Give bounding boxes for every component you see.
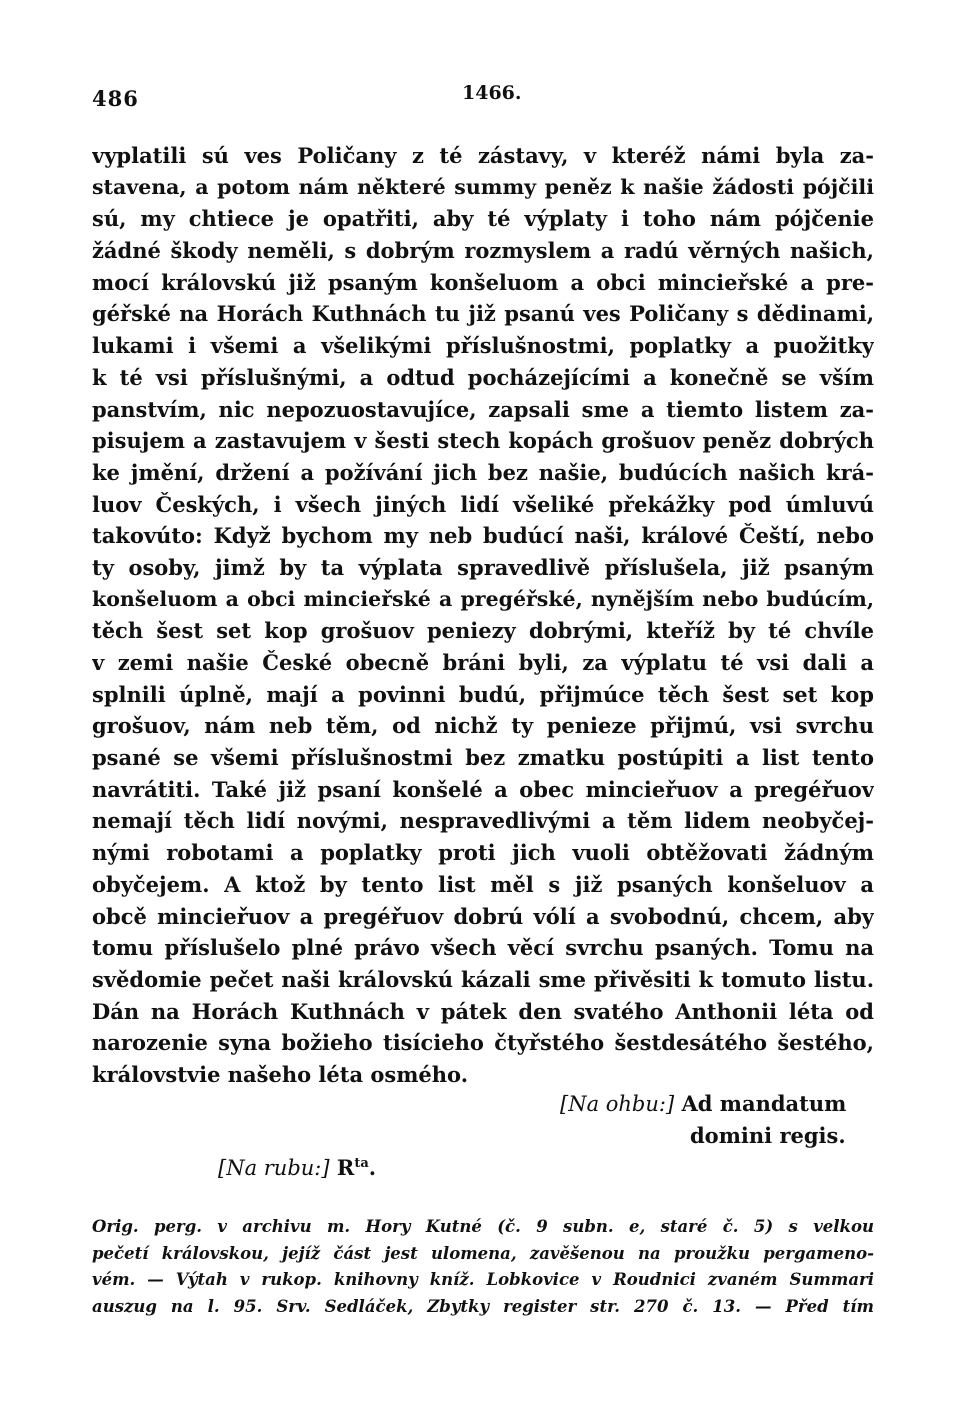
charter-text — [92, 140, 874, 1091]
text-line: luov Českých, i všech jiných lidí všeliké překážky pod úmluvú — [92, 491, 874, 517]
text-line: nými robotami a poplatky proti jich vuoli obtěžovati žádným — [92, 840, 874, 866]
text-line: nemají těch lidí novými, nespravedlivými a těm lidem neobyčej- — [92, 808, 874, 834]
note-line: pečetí královskou, jejíž část jest ulomena, zavěšenou na proužku pergameno- — [92, 1243, 874, 1263]
endorsement-verso — [218, 1155, 376, 1180]
text-line: žádné škody neměli, s dobrým rozmyslem a radú věrných našich, — [92, 238, 874, 264]
endorsement-verso-superscript: ta — [354, 1156, 369, 1171]
note-line: Orig. perg. v archivu m. Hory Kutné (č. 9 subn. e, staré č. 5) s velkou — [92, 1217, 874, 1236]
note-line: vém. — Výtah v rukop. knihovny kníž. Lobkovice v Roudnici zvaném Summari — [92, 1270, 874, 1289]
text-line: pisujem a zastavujem v šesti stech kopách grošuov peněz dobrých — [92, 428, 874, 454]
page-number: 486 — [92, 86, 139, 111]
endorsement-fold-label: [Na ohbu:] — [560, 1092, 675, 1116]
text-line: géřské na Horách Kuthnách tu již psanú ves Poličany s dědinami, — [92, 301, 874, 327]
endorsement-fold — [560, 1088, 846, 1151]
text-line: vyplatili sú ves Poličany z té zástavy, v kteréž námi byla za- — [92, 143, 874, 168]
text-line: stavena, a potom nám některé summy peněz k našie žádosti pójčili — [92, 174, 874, 199]
text-line: tomu příslušelo plné právo všech věcí svrchu psaných. Tomu na — [92, 935, 874, 961]
text-line: ke jmění, držení a požívání jich bez našie, budúcích našich krá- — [92, 459, 874, 485]
endorsement-fold-text-2: domini regis. — [690, 1123, 846, 1148]
text-line: ty osoby, jimž by ta výplata spravedlivě příslušela, již psaným — [92, 554, 874, 580]
endorsement-fold-text-1: Ad mandatum — [681, 1091, 847, 1116]
text-line: sú, my chtiece je opatřiti, aby té výplaty i toho nám pójčenie — [92, 206, 874, 232]
text-line: splnili úplně, mají a povinni budú, přijmúce těch šest set kop — [92, 681, 874, 707]
text-line: grošuov, nám neb těm, od nichž ty penieze přijmú, vsi svrchu — [92, 713, 874, 739]
text-line: konšeluom a obci mincieřské a pregéřské, nynějším nebo budúcím, — [92, 586, 874, 611]
running-header-year: 1466. — [462, 82, 522, 104]
text-line: v zemi našie České obecně bráni byli, za výplatu té vsi dali a — [92, 650, 874, 675]
text-line: mocí královskú již psaným konšeluom a obci mincieřské a pre- — [92, 269, 874, 295]
endorsement-verso-period: . — [368, 1155, 377, 1180]
text-line: k té vsi příslušnými, a odtud pocházejícími a konečně se vším — [92, 364, 874, 390]
note-line: auszug na l. 95. Srv. Sedláček, Zbytky register str. 270 č. 13. — Před tím — [92, 1296, 874, 1316]
endorsement-verso-label: [Na rubu:] — [218, 1156, 330, 1180]
text-line: panstvím, nic nepozuostavujíce, zapsali sme a tiemto listem za- — [92, 396, 874, 422]
text-line: navrátiti. Také již psaní konšelé a obec mincieřuov a pregéřuov — [92, 776, 874, 802]
text-line-final: královstvie našeho léta osmého. — [92, 1061, 469, 1087]
text-line: psané se všemi příslušnostmi bez zmatku postúpiti a list tento — [92, 745, 874, 771]
text-line: obyčejem. A ktož by tento list měl s již psaných konšeluov a — [92, 871, 874, 897]
text-line: obcě mincieřuov a pregéřuov dobrú vólí a svobodnú, chcem, aby — [92, 903, 874, 929]
source-notes — [92, 1214, 874, 1320]
text-line: svědomie pečet naši královskú kázali sme přivěsiti k tomuto listu. — [92, 966, 874, 992]
text-line: lukami i všemi a všelikými příslušnostmi, poplatky a puožitky — [92, 333, 874, 359]
text-line: těch šest set kop grošuov peniezy dobrými, kteříž by té chvíle — [92, 618, 874, 644]
text-line: narozenie syna božieho tisícieho čtyřstého šestdesátého šestého, — [92, 1030, 874, 1056]
text-line: Dán na Horách Kuthnách v pátek den svatého Anthonii léta od — [92, 998, 874, 1024]
endorsement-verso-text: R — [336, 1155, 355, 1180]
text-line: takovúto: Když bychom my neb budúcí naši, králové Čeští, nebo — [92, 523, 874, 549]
